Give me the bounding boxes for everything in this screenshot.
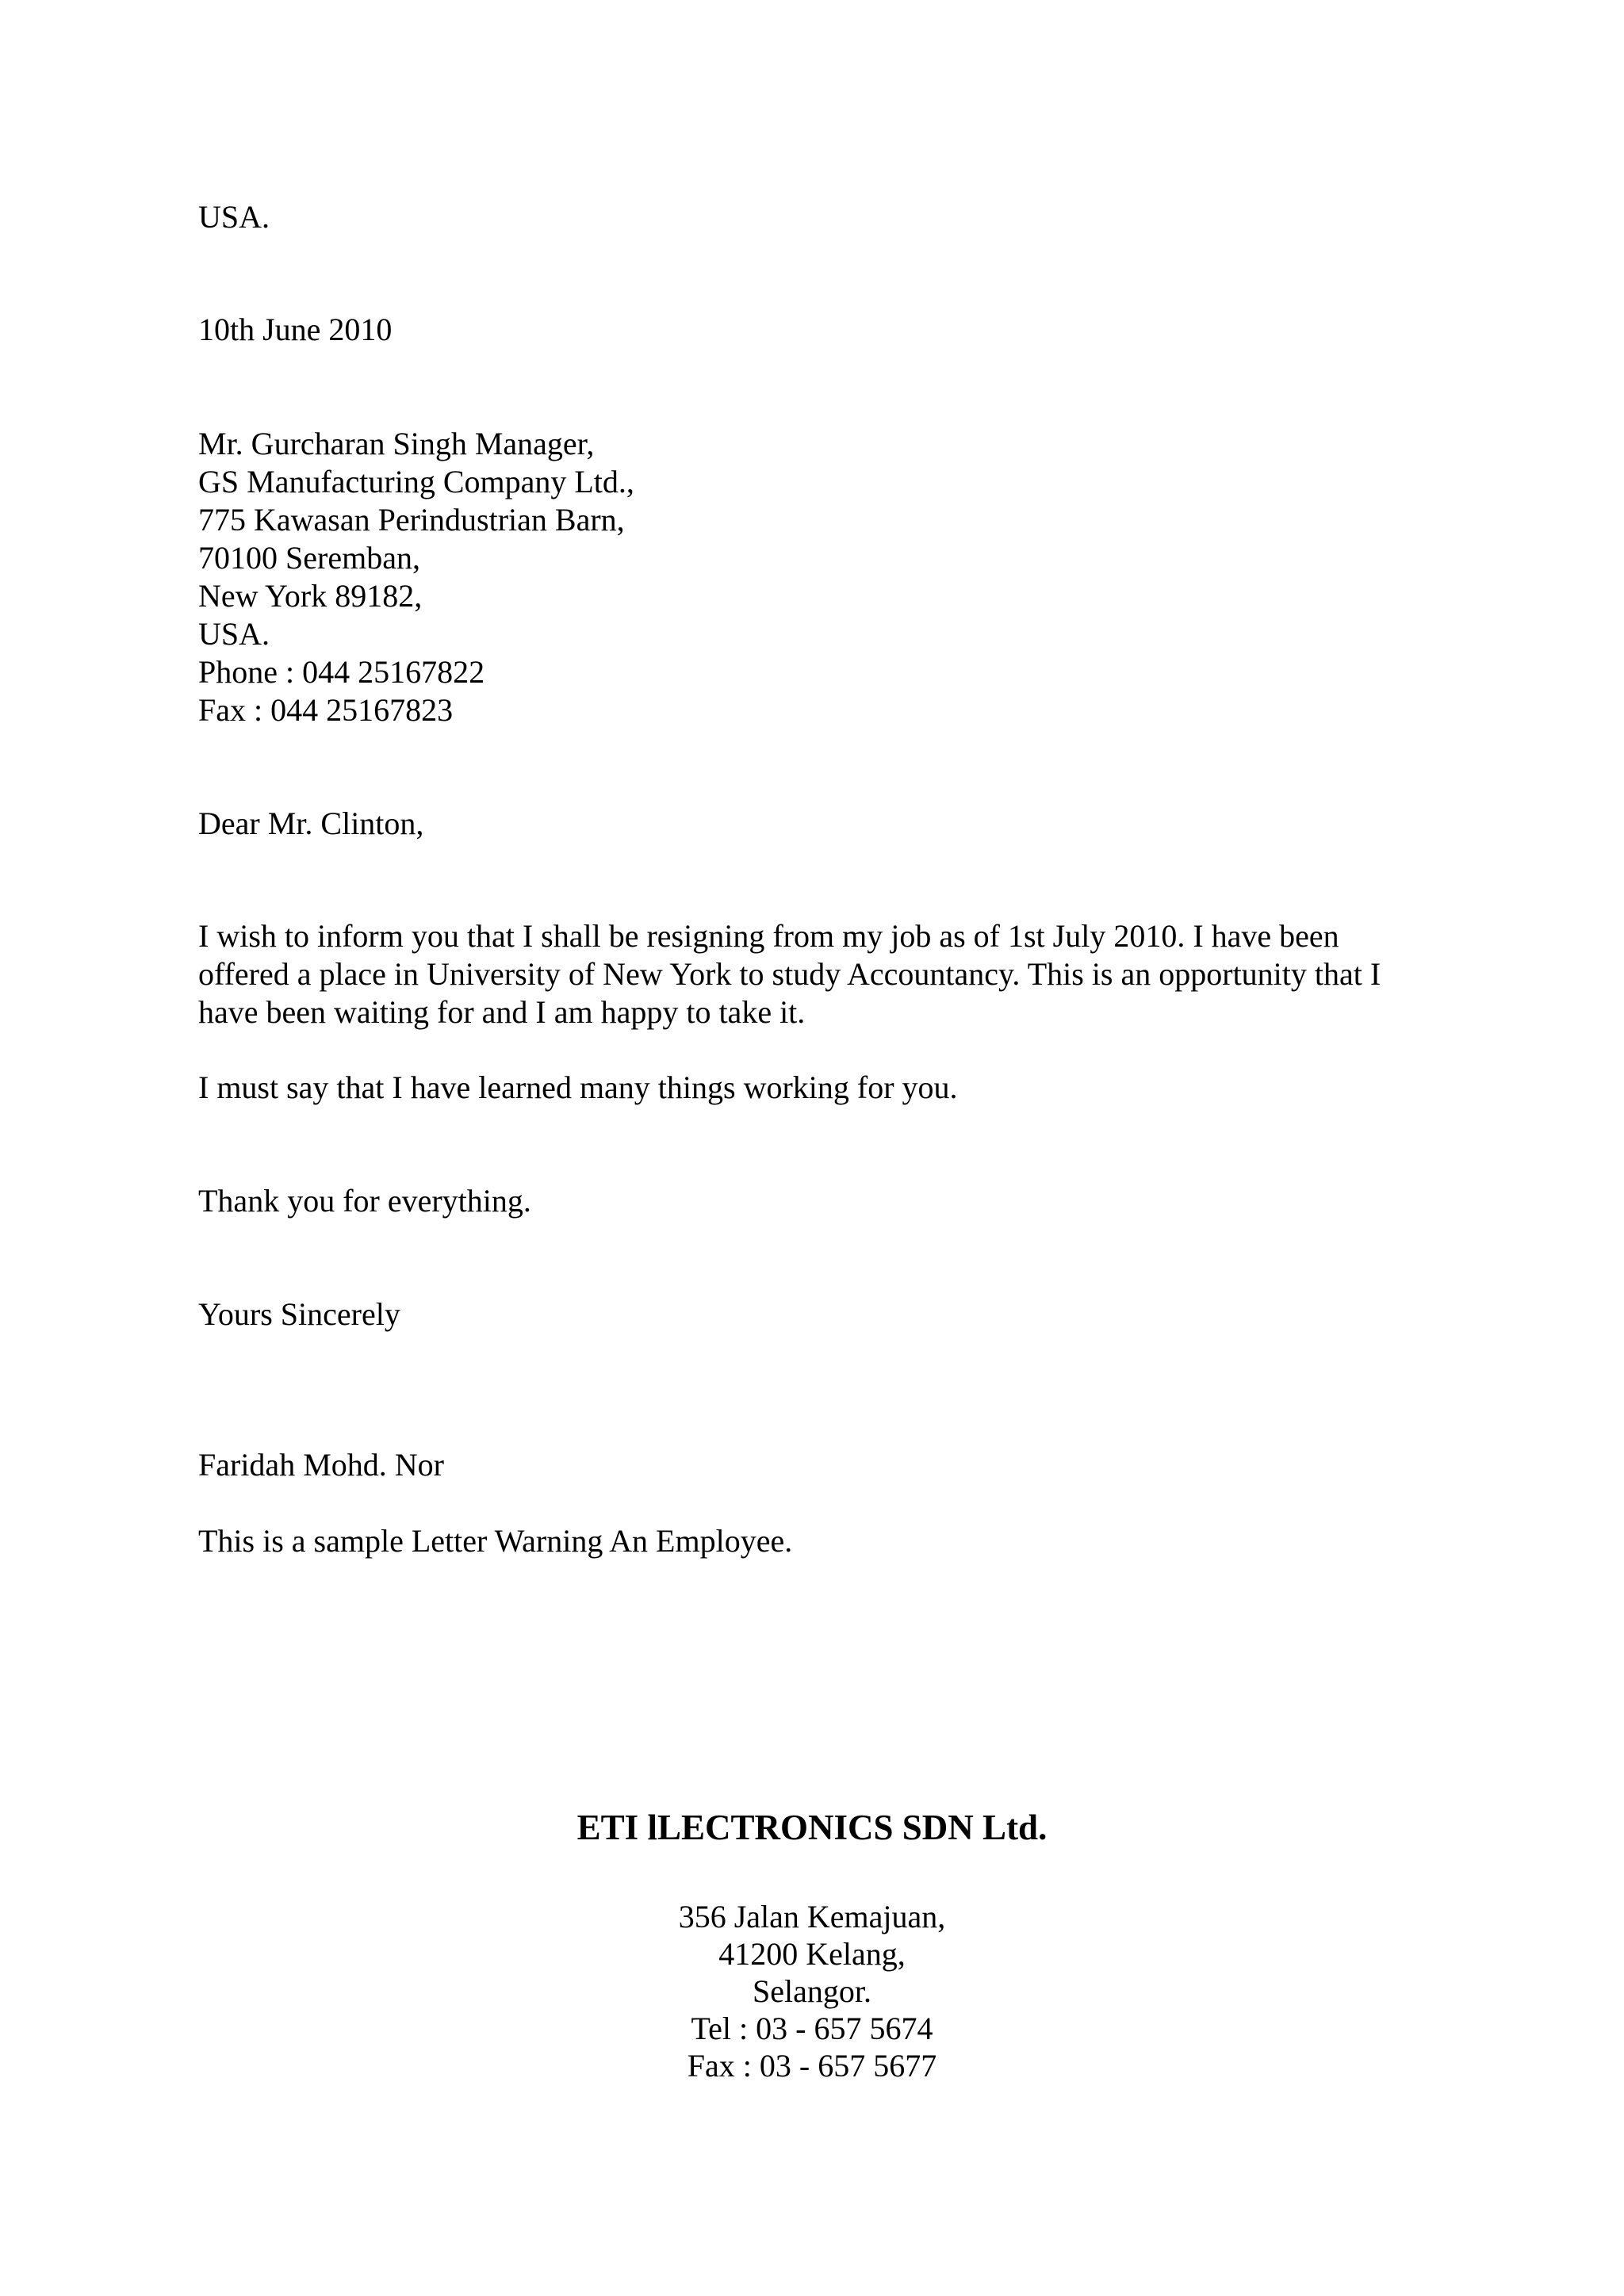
footer-address-line: 356 Jalan Kemajuan, xyxy=(678,1899,946,1934)
footer-fax: Fax : 03 - 657 5677 xyxy=(687,2048,937,2084)
footer-company-name: ETI lLECTRONICS SDN Ltd. xyxy=(576,1808,1048,1847)
recipient-line: Fax : 044 25167823 xyxy=(198,692,454,728)
recipient-line: GS Manufacturing Company Ltd., xyxy=(198,464,634,499)
body-paragraph-3: Thank you for everything. xyxy=(198,1183,531,1219)
recipient-line: Phone : 044 25167822 xyxy=(198,654,485,690)
closing: Yours Sincerely xyxy=(198,1296,400,1332)
sample-note: This is a sample Letter Warning An Employee. xyxy=(198,1523,793,1559)
paragraph-line: have been waiting for and I am happy to take it. xyxy=(198,994,806,1030)
letter-date: 10th June 2010 xyxy=(198,312,393,347)
recipient-line: 775 Kawasan Perindustrian Barn, xyxy=(198,502,625,538)
recipient-address xyxy=(198,425,634,729)
footer-tel: Tel : 03 - 657 5674 xyxy=(691,2011,933,2046)
recipient-line: New York 89182, xyxy=(198,578,423,614)
signature-name: Faridah Mohd. Nor xyxy=(198,1447,444,1483)
footer-address-line: 41200 Kelang, xyxy=(718,1936,906,1972)
paragraph-line: offered a place in University of New York to study Accountancy. This is an opportunity that I xyxy=(198,956,1381,992)
body-paragraph-1 xyxy=(198,917,1381,1031)
paragraph-line: I wish to inform you that I shall be resigning from my job as of 1st July 2010. I have been xyxy=(198,918,1339,954)
recipient-line: Mr. Gurcharan Singh Manager, xyxy=(198,426,595,461)
sender-country: USA. xyxy=(198,199,270,235)
salutation: Dear Mr. Clinton, xyxy=(198,806,424,841)
footer-address xyxy=(0,1898,1624,2084)
recipient-line: USA. xyxy=(198,616,270,652)
footer-address-line: Selangor. xyxy=(753,1973,871,2009)
recipient-line: 70100 Seremban, xyxy=(198,540,420,576)
body-paragraph-2: I must say that I have learned many things working for you. xyxy=(198,1070,958,1105)
